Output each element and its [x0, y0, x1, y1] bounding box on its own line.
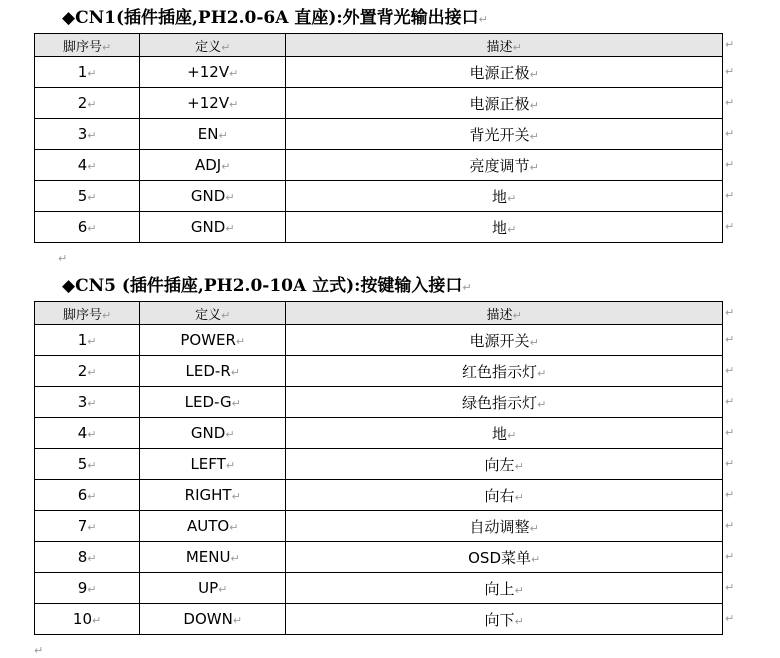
section-title-cn5 — [62, 274, 472, 298]
cell-mark: ↵ — [529, 335, 539, 349]
definition-cell — [140, 119, 286, 150]
definition-cell-text: UP — [198, 579, 219, 597]
pin-number-cell — [35, 212, 140, 243]
row-end-mark: ↵ — [725, 65, 735, 78]
definition-cell-text: GND — [190, 424, 226, 442]
pin-number-cell-text: 10 — [72, 610, 92, 628]
pin-number-cell-text: 7 — [77, 517, 88, 535]
header-cell-text: 脚序号 — [62, 39, 102, 55]
pin-number-cell-text: 5 — [77, 455, 88, 473]
pin-table-cn1 — [34, 33, 723, 243]
cell-mark: ↵ — [232, 614, 243, 627]
paragraph-mark: ↵ — [462, 281, 472, 294]
cell-mark: ↵ — [514, 490, 524, 504]
pin-number-cell-text: 8 — [77, 548, 88, 566]
pin-number-cell-text: 2 — [77, 362, 88, 380]
header-cell-text: 定义 — [195, 39, 222, 55]
pin-number-cell-text: 3 — [77, 393, 88, 411]
cell-mark: ↵ — [92, 614, 102, 627]
cell-mark: ↵ — [87, 428, 97, 441]
cell-mark: ↵ — [231, 397, 241, 410]
cell-mark: ↵ — [87, 552, 97, 565]
cell-mark: ↵ — [529, 67, 539, 81]
definition-cell — [140, 449, 286, 480]
cell-mark: ↵ — [230, 552, 240, 565]
definition-cell — [140, 212, 286, 243]
table-header-row — [35, 302, 723, 325]
description-cell — [286, 325, 723, 356]
definition-cell-text: LED-G — [184, 393, 232, 411]
row-end-mark: ↵ — [725, 581, 735, 594]
description-cell — [286, 88, 723, 119]
description-cell-text: 电源开关 — [469, 331, 530, 350]
definition-cell-text: EN — [197, 125, 219, 143]
pin-number-cell — [35, 181, 140, 212]
table-header-row — [35, 34, 723, 57]
cell-mark: ↵ — [87, 129, 97, 142]
cell-mark: ↵ — [537, 366, 547, 380]
cell-mark: ↵ — [514, 583, 524, 597]
pin-number-cell-text: 6 — [77, 486, 88, 504]
pin-number-cell-text: 3 — [77, 125, 88, 143]
row-end-mark: ↵ — [725, 306, 735, 319]
cell-mark: ↵ — [230, 366, 240, 379]
cell-mark: ↵ — [231, 490, 241, 503]
definition-cell — [140, 573, 286, 604]
paragraph-mark: ↵ — [478, 13, 488, 26]
row-end-mark: ↵ — [725, 96, 735, 109]
table-row — [35, 573, 723, 604]
definition-cell-text: AUTO — [187, 517, 230, 535]
cell-mark: ↵ — [537, 397, 547, 411]
row-end-mark: ↵ — [725, 333, 735, 346]
definition-cell — [140, 480, 286, 511]
pin-number-cell — [35, 573, 140, 604]
description-cell — [286, 449, 723, 480]
table-row — [35, 418, 723, 449]
cell-mark: ↵ — [529, 98, 539, 112]
definition-cell — [140, 511, 286, 542]
header-cell — [35, 302, 140, 325]
description-cell-text: 地 — [492, 424, 508, 443]
pin-number-cell — [35, 542, 140, 573]
pin-number-cell — [35, 325, 140, 356]
description-cell — [286, 542, 723, 573]
cell-mark: ↵ — [218, 129, 228, 142]
description-cell — [286, 119, 723, 150]
row-end-mark: ↵ — [725, 519, 735, 532]
row-end-mark: ↵ — [725, 189, 735, 202]
cell-mark: ↵ — [87, 459, 97, 472]
cell-mark: ↵ — [507, 222, 517, 236]
section-title-cn1 — [62, 6, 488, 30]
row-end-mark: ↵ — [725, 395, 735, 408]
row-end-mark: ↵ — [725, 127, 735, 140]
pin-number-cell — [35, 356, 140, 387]
pin-number-cell — [35, 480, 140, 511]
cell-mark: ↵ — [87, 335, 97, 348]
cell-mark: ↵ — [87, 191, 97, 204]
description-cell — [286, 356, 723, 387]
table-row — [35, 57, 723, 88]
cell-mark: ↵ — [507, 191, 517, 205]
cell-mark: ↵ — [221, 40, 231, 54]
description-cell-text: 向右 — [484, 486, 515, 505]
header-cell-text: 脚序号 — [62, 307, 102, 323]
header-cell-text: 描述 — [486, 307, 513, 323]
description-cell — [286, 181, 723, 212]
cell-mark: ↵ — [507, 428, 517, 442]
description-cell — [286, 480, 723, 511]
description-cell-text: 地 — [492, 218, 508, 237]
definition-cell — [140, 542, 286, 573]
definition-cell — [140, 418, 286, 449]
pin-number-cell — [35, 119, 140, 150]
description-cell-text: OSD菜单 — [468, 548, 531, 567]
cell-mark: ↵ — [87, 98, 97, 111]
cell-mark: ↵ — [225, 191, 235, 204]
pin-number-cell — [35, 511, 140, 542]
row-end-mark: ↵ — [725, 612, 735, 625]
description-cell — [286, 604, 723, 635]
cell-mark: ↵ — [221, 308, 231, 322]
definition-cell-text: GND — [190, 187, 226, 205]
definition-cell-text: DOWN — [183, 610, 233, 628]
description-cell-text: 向左 — [484, 455, 515, 474]
cell-mark: ↵ — [514, 459, 524, 473]
definition-cell-text: LED-R — [185, 362, 231, 380]
table-row — [35, 119, 723, 150]
cell-mark: ↵ — [512, 308, 522, 322]
table-row — [35, 604, 723, 635]
definition-cell-text: MENU — [185, 548, 231, 566]
description-cell — [286, 573, 723, 604]
cell-mark: ↵ — [225, 222, 235, 235]
description-cell-text: 背光开关 — [469, 125, 530, 144]
table-row — [35, 387, 723, 418]
table-row — [35, 480, 723, 511]
definition-cell-text: ADJ — [195, 156, 222, 174]
description-cell-text: 电源正极 — [469, 63, 530, 82]
row-end-mark: ↵ — [725, 488, 735, 501]
description-cell-text: 地 — [492, 187, 508, 206]
header-cell-text: 定义 — [195, 307, 222, 323]
description-cell-text: 自动调整 — [469, 517, 530, 536]
definition-cell — [140, 356, 286, 387]
cell-mark: ↵ — [87, 366, 97, 379]
section-title-text: ◆CN5 (插件插座,PH2.0-10A 立式):按键输入接口 — [62, 276, 463, 296]
header-cell — [140, 302, 286, 325]
description-cell — [286, 212, 723, 243]
pin-number-cell — [35, 88, 140, 119]
cell-mark: ↵ — [531, 552, 541, 566]
pin-number-cell-text: 2 — [77, 94, 88, 112]
description-cell-text: 电源正极 — [469, 94, 530, 113]
cell-mark: ↵ — [218, 583, 228, 596]
section-title-text: ◆CN1(插件插座,PH2.0-6A 直座):外置背光输出接口 — [62, 8, 479, 28]
definition-cell — [140, 181, 286, 212]
definition-cell — [140, 150, 286, 181]
cell-mark: ↵ — [87, 583, 97, 596]
description-cell-text: 亮度调节 — [469, 156, 530, 175]
cell-mark: ↵ — [229, 98, 239, 111]
definition-cell-text: RIGHT — [184, 486, 232, 504]
row-end-mark: ↵ — [725, 158, 735, 171]
definition-cell — [140, 387, 286, 418]
cell-mark: ↵ — [529, 129, 539, 143]
description-cell-text: 绿色指示灯 — [462, 393, 538, 412]
header-cell — [140, 34, 286, 57]
description-cell-text: 向下 — [484, 610, 515, 629]
table-row — [35, 150, 723, 181]
definition-cell — [140, 325, 286, 356]
table-row — [35, 325, 723, 356]
definition-cell — [140, 57, 286, 88]
cell-mark: ↵ — [229, 67, 239, 80]
definition-cell-text: +12V — [187, 94, 230, 112]
pin-number-cell — [35, 387, 140, 418]
cell-mark: ↵ — [229, 521, 239, 534]
cell-mark: ↵ — [529, 160, 539, 174]
cell-mark: ↵ — [101, 40, 112, 54]
cell-mark: ↵ — [225, 459, 236, 472]
pin-number-cell — [35, 449, 140, 480]
paragraph-mark: ↵ — [34, 644, 44, 657]
pin-number-cell — [35, 150, 140, 181]
row-end-mark: ↵ — [725, 426, 735, 439]
description-cell-text: 向上 — [484, 579, 515, 598]
definition-cell-text: POWER — [180, 331, 236, 349]
row-end-mark: ↵ — [725, 457, 735, 470]
cell-mark: ↵ — [87, 490, 97, 503]
cell-mark: ↵ — [87, 67, 97, 80]
paragraph-mark: ↵ — [58, 252, 68, 265]
pin-number-cell-text: 9 — [77, 579, 88, 597]
row-end-mark: ↵ — [725, 550, 735, 563]
pin-table-cn5 — [34, 301, 723, 635]
cell-mark: ↵ — [514, 614, 524, 628]
description-cell — [286, 387, 723, 418]
definition-cell — [140, 88, 286, 119]
table-row — [35, 356, 723, 387]
cell-mark: ↵ — [87, 222, 97, 235]
definition-cell-text: +12V — [187, 63, 230, 81]
cell-mark: ↵ — [101, 308, 112, 322]
header-cell — [35, 34, 140, 57]
pin-number-cell-text: 1 — [77, 63, 88, 81]
description-cell — [286, 57, 723, 88]
pin-number-cell-text: 1 — [77, 331, 88, 349]
table-row — [35, 449, 723, 480]
pin-number-cell — [35, 57, 140, 88]
pin-number-cell-text: 6 — [77, 218, 88, 236]
description-cell — [286, 150, 723, 181]
table-row — [35, 212, 723, 243]
description-cell — [286, 418, 723, 449]
cell-mark: ↵ — [87, 160, 97, 173]
table-row — [35, 511, 723, 542]
definition-cell-text: LEFT — [190, 455, 226, 473]
description-cell — [286, 511, 723, 542]
row-end-mark: ↵ — [725, 220, 735, 233]
pin-number-cell-text: 4 — [77, 424, 88, 442]
row-end-mark: ↵ — [725, 38, 735, 51]
pin-number-cell — [35, 418, 140, 449]
cell-mark: ↵ — [87, 521, 97, 534]
header-cell-text: 描述 — [486, 39, 513, 55]
pin-number-cell — [35, 604, 140, 635]
cell-mark: ↵ — [87, 397, 97, 410]
description-cell-text: 红色指示灯 — [462, 362, 538, 381]
cell-mark: ↵ — [225, 428, 235, 441]
header-cell — [286, 302, 723, 325]
definition-cell — [140, 604, 286, 635]
table-row — [35, 181, 723, 212]
pin-number-cell-text: 4 — [77, 156, 88, 174]
row-end-mark: ↵ — [725, 364, 735, 377]
cell-mark: ↵ — [221, 160, 231, 173]
cell-mark: ↵ — [529, 521, 539, 535]
table-row — [35, 542, 723, 573]
definition-cell-text: GND — [190, 218, 226, 236]
table-row — [35, 88, 723, 119]
header-cell — [286, 34, 723, 57]
pin-number-cell-text: 5 — [77, 187, 88, 205]
cell-mark: ↵ — [512, 40, 522, 54]
cell-mark: ↵ — [235, 335, 246, 348]
